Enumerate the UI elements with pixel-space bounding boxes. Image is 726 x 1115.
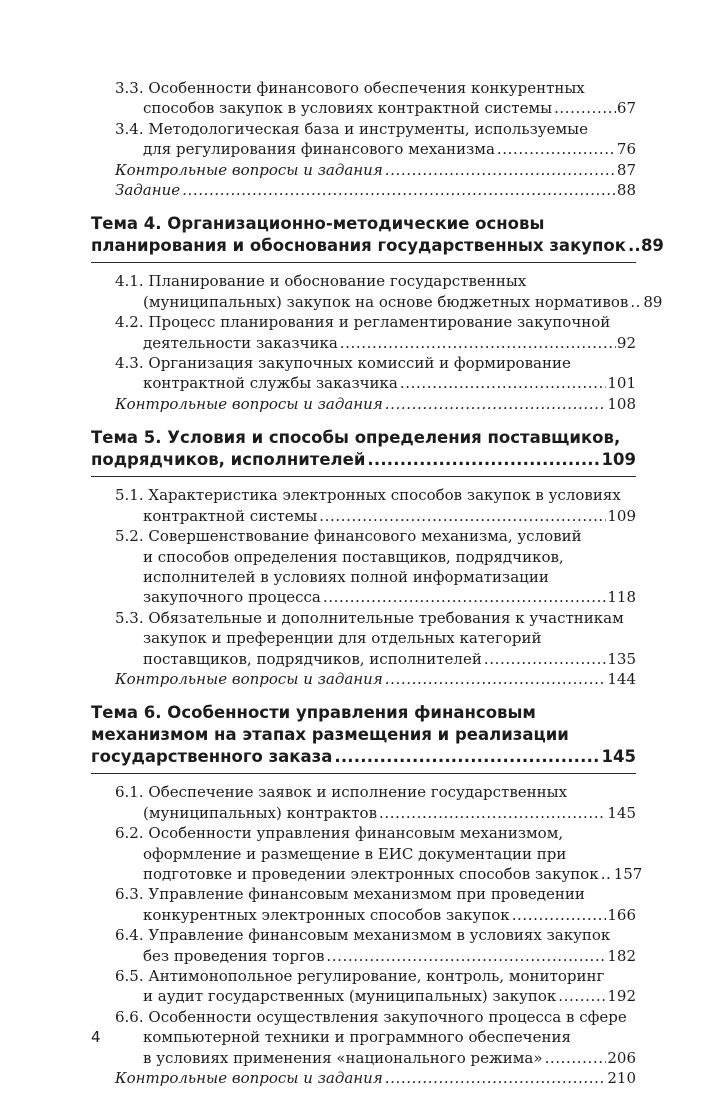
page-ref: 92 <box>616 333 636 352</box>
topic-title: планирования и обоснования государственных закупок <box>91 236 626 256</box>
page-ref: 210 <box>607 1069 636 1088</box>
toc-entry-text: подготовке и проведении электронных способов закупок <box>143 864 599 883</box>
dot-leader <box>554 98 616 118</box>
topic-title: государственного заказа <box>91 747 333 767</box>
toc-entry-text: и способов определения поставщиков, подрядчиков, <box>143 547 564 566</box>
toc-entry-text: без проведения торгов <box>143 946 325 965</box>
page-ref: 118 <box>607 588 636 607</box>
page-ref: 145 <box>607 803 636 822</box>
toc-entry-text: 4.3. Организация закупочных комиссий и формирование <box>115 354 571 373</box>
toc-entry-6-6 <box>91 1007 636 1068</box>
page-ref: 182 <box>607 946 636 965</box>
toc-entry-text: 6.2. Особенности управления финансовым механизмом, <box>115 824 564 843</box>
topic-divider <box>91 773 636 774</box>
dot-leader <box>385 669 607 689</box>
toc-questions-4 <box>91 394 636 414</box>
toc-entry-3-4 <box>91 119 636 160</box>
page-ref: 67 <box>616 99 636 118</box>
page-ref: 166 <box>607 905 636 924</box>
table-of-contents <box>91 78 664 1088</box>
toc-topic-4 <box>91 213 664 257</box>
topic-divider <box>91 476 636 477</box>
page-ref: 76 <box>616 140 636 159</box>
topic-title: Тема 5. Условия и способы определения поставщиков, <box>91 428 621 448</box>
dot-leader <box>497 139 616 159</box>
toc-entry-4-1 <box>91 271 663 312</box>
toc-entry-text: способов закупок в условиях контрактной системы <box>143 99 553 118</box>
toc-entry-4-3 <box>91 353 636 394</box>
dot-leader <box>630 292 642 312</box>
toc-entry-text: 3.4. Методологическая база и инструменты, используемые <box>115 119 588 138</box>
toc-entry-text: 5.3. Обязательные и дополнительные требования к участникам <box>115 608 624 627</box>
page-number: 4 <box>91 1028 101 1046</box>
dot-leader <box>558 986 606 1006</box>
page-ref: 108 <box>607 394 636 413</box>
toc-topic-5 <box>91 427 636 471</box>
page-ref: 88 <box>616 181 636 200</box>
toc-entry-text: 6.4. Управление финансовым механизмом в условиях закупок <box>115 926 611 945</box>
dot-leader <box>385 1068 607 1088</box>
toc-entry-6-3 <box>91 884 636 925</box>
toc-entry-text: поставщиков, подрядчиков, исполнителей <box>143 649 482 668</box>
toc-questions-3 <box>91 160 636 180</box>
dot-leader <box>385 160 616 180</box>
toc-entry-text: оформление и размещение в ЕИС документации при <box>143 844 567 863</box>
toc-entry-text: закупочного процесса <box>143 588 321 607</box>
toc-entry-text: контрактной системы <box>143 506 318 525</box>
dot-leader <box>340 333 616 353</box>
toc-entry-text: контрактной службы заказчика <box>143 374 398 393</box>
toc-entry-text: конкурентных электронных способов закупок <box>143 905 510 924</box>
toc-entry-4-2 <box>91 312 636 353</box>
dot-leader <box>182 180 616 200</box>
dot-leader <box>601 864 613 884</box>
dot-leader <box>334 746 600 768</box>
page-ref: 144 <box>607 669 636 688</box>
page-ref: 206 <box>607 1048 636 1067</box>
toc-entry-text: 3.3. Особенности финансового обеспечения конкурентных <box>115 79 585 97</box>
topic-title: подрядчиков, исполнителей <box>91 450 366 470</box>
page-ref: 109 <box>607 506 636 525</box>
toc-entry-text: Контрольные вопросы и задания <box>115 669 383 688</box>
toc-entry-text: 6.6. Особенности осуществления закупочного процесса в сфере <box>115 1007 627 1026</box>
toc-entry-text: Контрольные вопросы и задания <box>115 1069 383 1088</box>
dot-leader <box>512 905 607 925</box>
toc-entry-text: исполнителей в условиях полной информатизации <box>143 567 549 586</box>
page-ref: 109 <box>601 450 636 470</box>
toc-entry-3-3 <box>91 78 636 119</box>
dot-leader <box>323 587 607 607</box>
page-ref: 192 <box>607 987 636 1006</box>
page-ref: 89 <box>643 292 663 311</box>
toc-entry-text: 4.2. Процесс планирования и регламентирование закупочной <box>115 313 611 332</box>
toc-entry-6-1 <box>91 782 636 823</box>
toc-task-3 <box>91 180 636 200</box>
toc-entry-text: Контрольные вопросы и задания <box>115 394 383 413</box>
toc-questions-5 <box>91 669 636 689</box>
toc-entry-text: Задание <box>115 181 181 200</box>
toc-entry-text: 6.5. Антимонопольное регулирование, контроль, мониторинг <box>115 967 605 985</box>
toc-entry-6-2 <box>91 823 643 884</box>
topic-title: механизмом на этапах размещения и реализации <box>91 725 569 745</box>
dot-leader <box>545 1048 607 1068</box>
topic-title: Тема 4. Организационно-методические основы <box>91 214 545 234</box>
dot-leader <box>367 449 600 471</box>
toc-entry-text: в условиях применения «национального режима» <box>143 1048 543 1067</box>
toc-topic-6 <box>91 702 636 768</box>
dot-leader <box>628 235 640 257</box>
dot-leader <box>326 946 606 966</box>
toc-entry-text: 5.2. Совершенствование финансового механизма, условий <box>115 527 582 546</box>
dot-leader <box>400 373 606 393</box>
dot-leader <box>484 649 607 669</box>
toc-entry-text: 6.1. Обеспечение заявок и исполнение государственных <box>115 783 568 802</box>
dot-leader <box>379 803 606 823</box>
toc-entry-text: деятельности заказчика <box>143 333 338 352</box>
toc-entry-5-2 <box>91 526 636 608</box>
page-ref: 145 <box>601 747 636 767</box>
toc-entry-text: Контрольные вопросы и задания <box>115 160 383 179</box>
toc-entry-text: для регулирования финансового механизма <box>143 140 495 159</box>
toc-entry-text: 4.1. Планирование и обоснование государственных <box>115 272 527 291</box>
page-ref: 101 <box>607 374 636 393</box>
toc-entry-5-3 <box>91 608 636 669</box>
toc-entry-text: (муниципальных) закупок на основе бюджетных нормативов <box>143 292 629 311</box>
toc-entry-text: закупок и преференции для отдельных категорий <box>143 629 542 648</box>
toc-questions-6 <box>91 1068 636 1088</box>
page-ref: 87 <box>616 160 636 179</box>
toc-entry-text: (муниципальных) контрактов <box>143 803 378 822</box>
topic-title: Тема 6. Особенности управления финансовым <box>91 703 536 723</box>
page-ref: 89 <box>640 236 664 256</box>
toc-entry-text: 6.3. Управление финансовым механизмом при проведении <box>115 885 585 904</box>
dot-leader <box>385 394 607 414</box>
page-ref: 135 <box>607 649 636 668</box>
page-ref: 157 <box>613 864 643 883</box>
toc-entry-6-5 <box>91 966 636 1007</box>
toc-entry-text: 5.1. Характеристика электронных способов закупок в условиях <box>115 486 621 505</box>
toc-entry-5-1 <box>91 485 636 526</box>
toc-entry-text: и аудит государственных (муниципальных) закупок <box>143 987 557 1006</box>
topic-divider <box>91 262 636 263</box>
dot-leader <box>319 506 606 526</box>
toc-entry-6-4 <box>91 925 636 966</box>
toc-entry-text: компьютерной техники и программного обеспечения <box>143 1028 571 1047</box>
